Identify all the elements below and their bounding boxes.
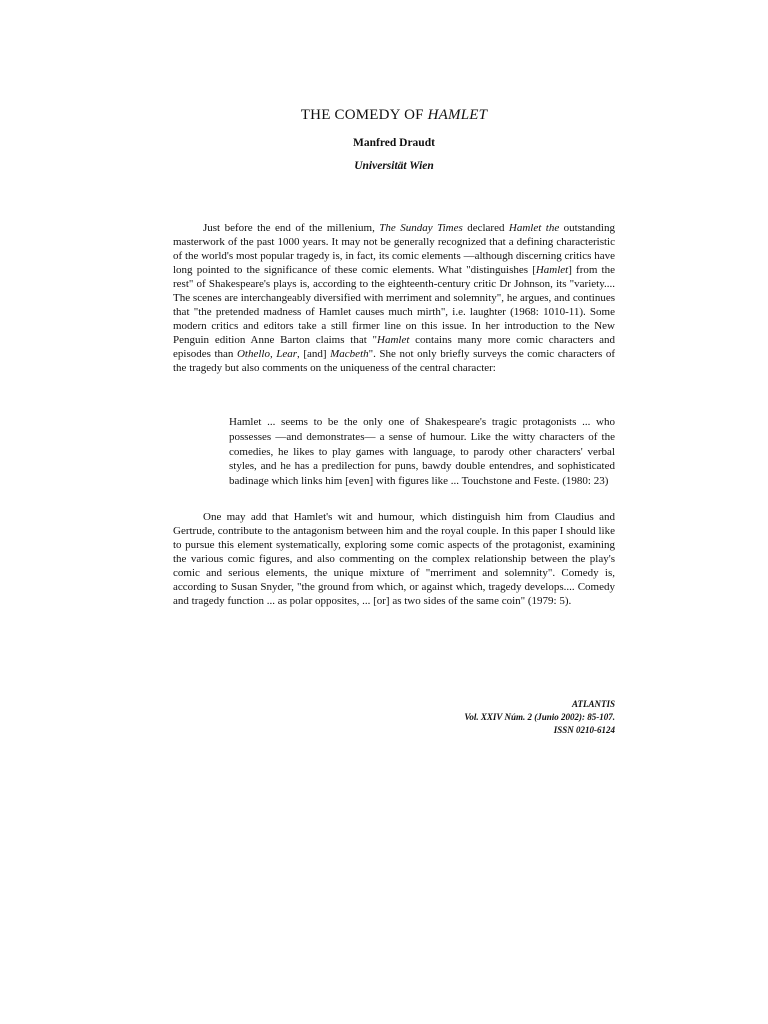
p1-text-6: , [and] — [297, 348, 331, 360]
title-prefix: THE COMEDY OF — [300, 107, 428, 123]
paragraph-1 — [173, 221, 615, 375]
p1-italic-hamlet-the: Hamlet the — [508, 222, 560, 234]
p1-text-5: contains many more comic characters and episodes than — [173, 334, 615, 360]
p1-text-2: declared — [462, 222, 509, 234]
paragraph-2: One may add that Hamlet's wit and humour, which distinguish him from Claudius and Gertrude, contribute to the antagonism between him and the royal couple. In this paper I should like to pursue this element systematically, exploring some comic aspects of the protagonist, examining the various comic figures, and also commenting on the complex relationship between the play's comic and serious elements, the unique mixture of "merriment and solemnity". Comedy is, according to Susan Snyder, "the ground from which, or against which, tragedy develops.... Comedy and tragedy function ... as polar opposites, ... [or] as two sides of the same coin" (1979: 5). — [173, 511, 615, 607]
p1-text-3: outstanding masterwork of the past 1000 years. It may not be generally recognized that a defining characteristic of the world's most popular tragedy is, in fact, its comic elements —although discerning critics have long pointed to the significance of these comic elements. What "distinguishes [ — [173, 222, 615, 276]
journal-issn: ISSN 0210-6124 — [553, 725, 615, 735]
block-quote: Hamlet ... seems to be the only one of Shakespeare's tragic protagonists ... who possesses —and demonstrates— a sense of humour. Like the witty characters of the comedies, he likes to play games with language, to parody other characters' verbal styles, and he has a predilection for puns, bawdy double entendres, and sophisticated badinage which links him [even] with figures like ... Touchstone and Feste. (1980: 23) — [229, 416, 615, 488]
journal-footer — [315, 698, 615, 737]
author-affiliation: Universität Wien — [354, 160, 434, 172]
p1-text-4: ] from the rest" of Shakespeare's plays is, according to the eighteenth-century critic Dr Johnson, its "variety.... The scenes are interchangeably diversified with merriment and solemnity", he argues, and continues that "the pretended madness of Hamlet causes much mirth", i.e. laughter (1968: 1010-11). Some modern critics and editors take a still firmer line on this issue. In her introduction to the New Penguin edition Anne Barton claims that " — [173, 264, 615, 346]
p1-italic-hamlet-2: Hamlet — [377, 334, 410, 346]
p1-text-1: Just before the end of the millenium, — [203, 222, 380, 234]
p1-text-7: ". She not only briefly surveys the comic characters of the tragedy but also comments on the uniqueness of the central character: — [173, 348, 616, 374]
author-name: Manfred Draudt — [353, 137, 435, 149]
p1-italic-sunday-times: The Sunday Times — [379, 222, 463, 234]
p1-italic-othello-lear: Othello, Lear — [236, 348, 298, 360]
p1-italic-macbeth: Macbeth — [330, 348, 369, 360]
p1-italic-hamlet: Hamlet — [535, 264, 569, 276]
title-italic: HAMLET — [427, 107, 488, 123]
journal-name: ATLANTIS — [571, 699, 615, 709]
journal-volume: Vol. XXIV Núm. 2 (Junio 2002): 85-107. — [464, 712, 615, 722]
article-title — [173, 106, 615, 124]
